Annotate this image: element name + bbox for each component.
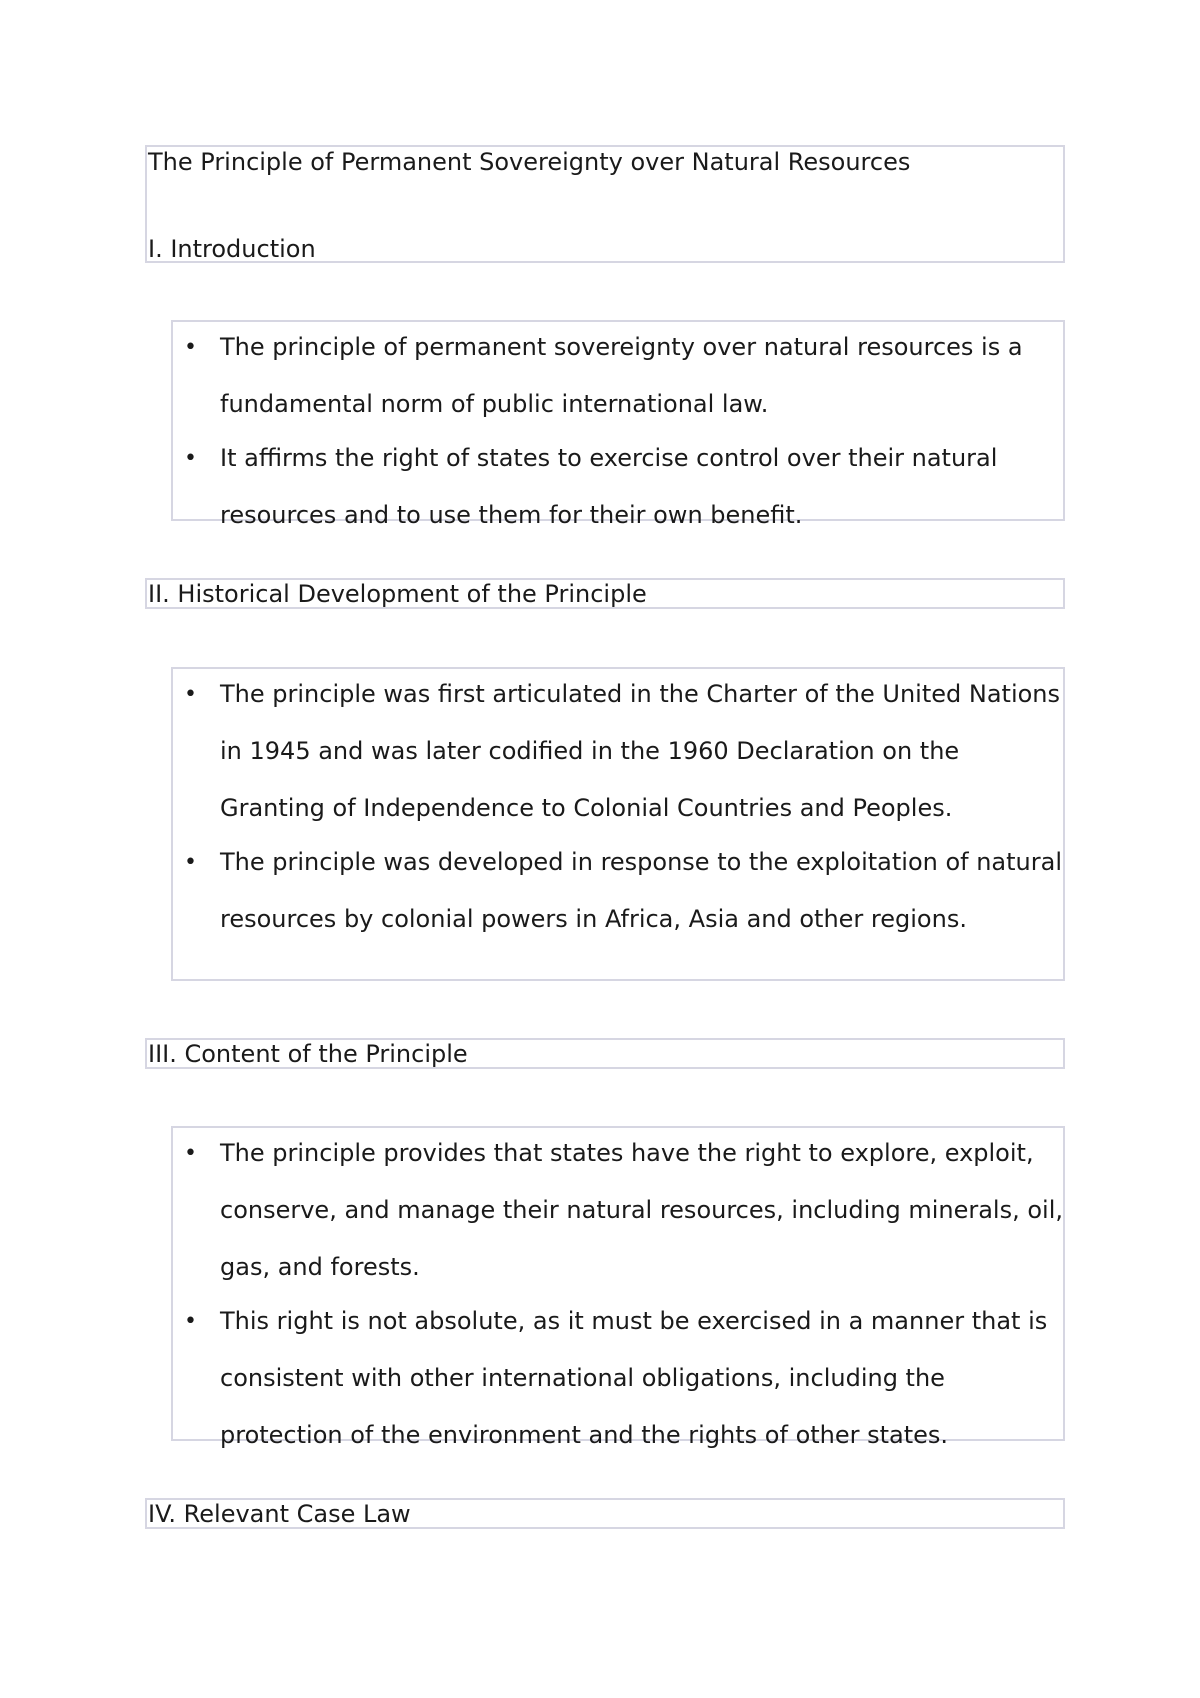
section-heading-box-case-law [145,1498,1065,1529]
bullet-icon: • [184,446,197,471]
list-item [173,430,1063,544]
list-item-text: The principle provides that states have the right to explore, exploit, conserve, and manage their natural resources, including minerals, oil, gas, and forests. [220,1139,1063,1281]
bullet-icon: • [184,335,197,360]
section-content-list [171,1126,1065,1449]
list-item-text: This right is not absolute, as it must be exercised in a manner that is consistent with other international obligations, including the protection of the environment and the rights of other states. [220,1307,1048,1449]
section-heading-case-law: IV. Relevant Case Law [148,1500,411,1528]
section-history-list [171,667,1065,981]
section-heading-history: II. Historical Development of the Principle [148,580,647,608]
section-introduction-list [171,320,1065,529]
title-block [145,145,1065,263]
list-item-text: It affirms the right of states to exercise control over their natural resources and to use them for their own benefit. [220,444,998,529]
list-item [173,1125,1063,1296]
list-item [173,834,1063,948]
bullet-icon: • [184,682,197,707]
section-heading-box-history [145,578,1065,609]
list-item [173,666,1063,837]
bullet-icon: • [184,850,197,875]
list-item-text: The principle was developed in response to the exploitation of natural resources by colonial powers in Africa, Asia and other regions. [220,848,1063,933]
list-item-text: The principle of permanent sovereignty over natural resources is a fundamental norm of public international law. [220,333,1023,418]
document-title: The Principle of Permanent Sovereignty over Natural Resources [148,148,911,176]
bullet-icon: • [184,1309,197,1334]
section-heading-content: III. Content of the Principle [148,1040,468,1068]
list-item-text: The principle was first articulated in the Charter of the United Nations in 1945 and was later codified in the 1960 Declaration on the Granting of Independence to Colonial Countries and Peoples. [220,680,1061,822]
section-heading-introduction: I. Introduction [148,235,316,263]
list-item [173,1293,1063,1464]
section-heading-box-content [145,1038,1065,1069]
bullet-icon: • [184,1141,197,1166]
list-item [173,319,1063,433]
